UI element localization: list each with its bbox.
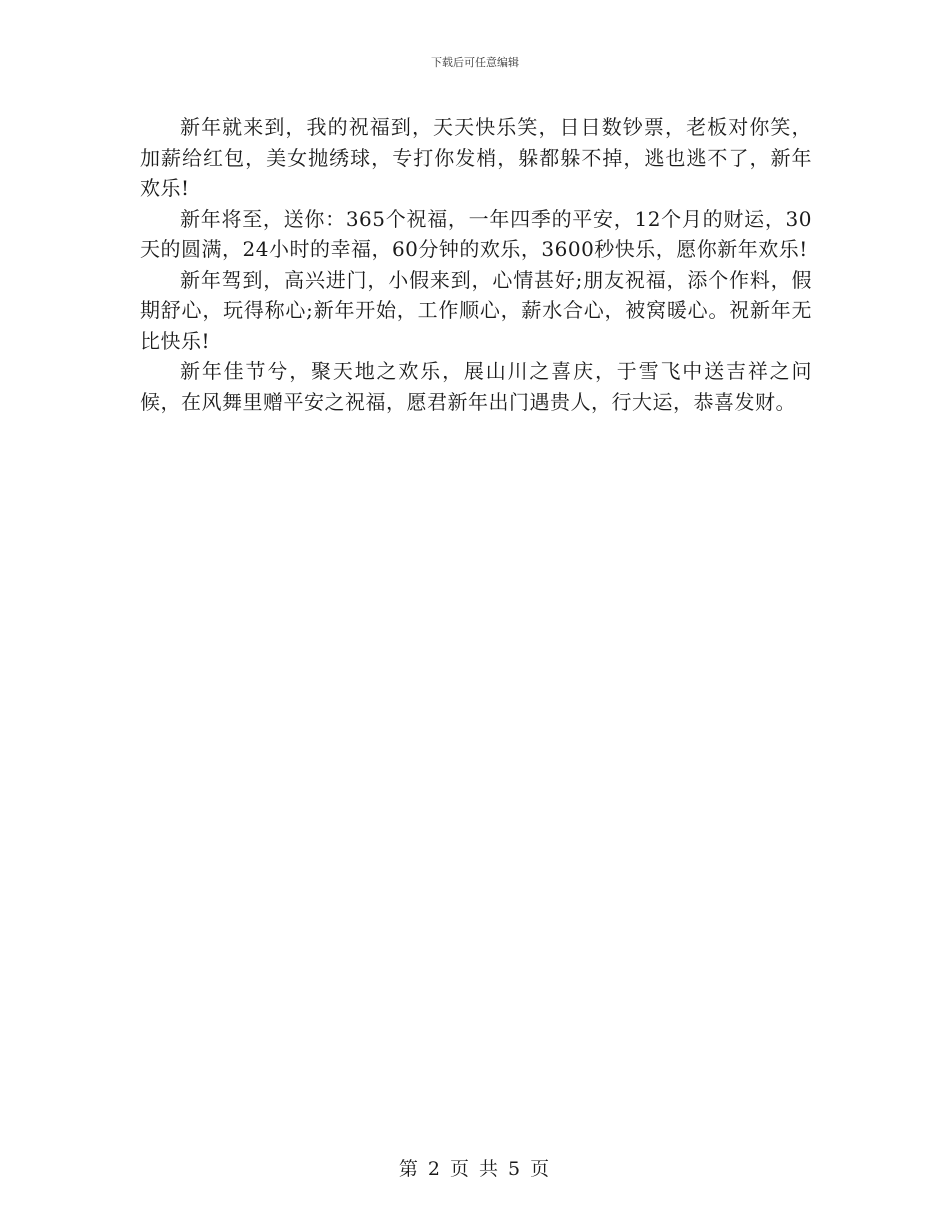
paragraph: 新年佳节兮，聚天地之欢乐，展山川之喜庆，于雪飞中送吉祥之问候，在风舞里赠平安之祝福，愿君新年出门遇贵人，行大运，恭喜发财。 — [140, 359, 812, 414]
page-number-footer: 第 2 页 共 5 页 — [398, 1158, 552, 1180]
page-header: 下载后可任意编辑 — [431, 56, 519, 69]
paragraph: 新年驾到，高兴进门，小假来到，心情甚好;朋友祝福，添个作料，假期舒心，玩得称心;新年开始，工作顺心，薪水合心，被窝暖心。祝新年无比快乐! — [140, 267, 812, 353]
paragraph: 新年将至，送你：365个祝福，一年四季的平安，12个月的财运，30天的圆满，24小时的幸福，60分钟的欢乐，3600秒快乐，愿你新年欢乐! — [140, 206, 812, 261]
document-body — [140, 112, 812, 417]
paragraph: 新年就来到，我的祝福到，天天快乐笑，日日数钞票，老板对你笑，加薪给红包，美女抛绣球，专打你发梢，躲都躲不掉，逃也逃不了，新年欢乐! — [140, 115, 812, 200]
